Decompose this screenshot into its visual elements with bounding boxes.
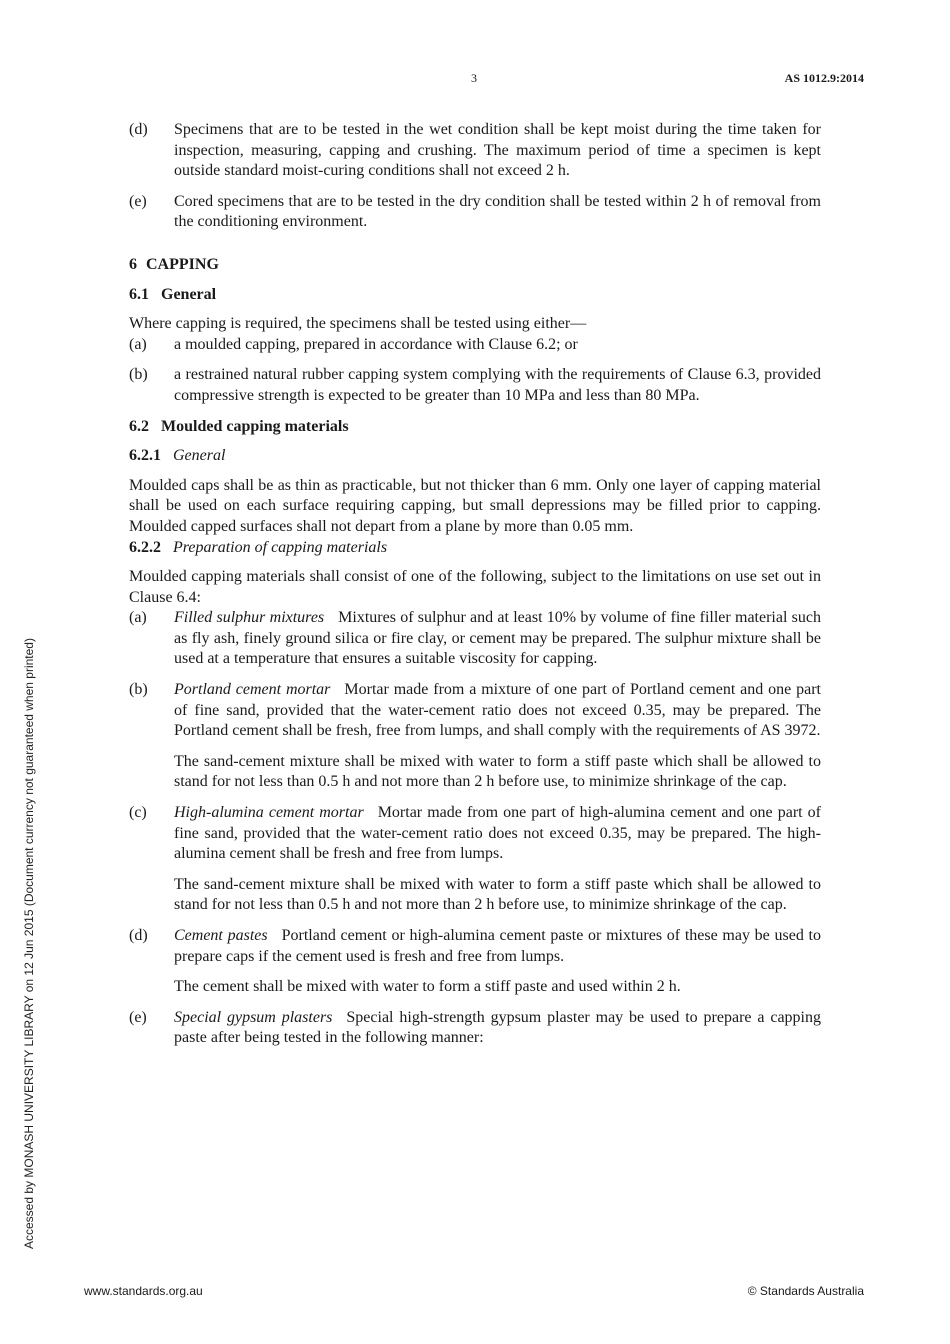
subsection-heading [129, 285, 821, 306]
item-description: Portland cement or high-alumina cement paste or mixtures of these may be used to prepare caps if the cement used is fresh and free from lumps. [174, 927, 821, 965]
item-description: Mortar made from one part of high-alumina cement and one part of fine sand, provided that the water-cement ratio does not exceed 0.35, may be prepared. The high-alumina cement shall be fresh and free from lumps. [174, 804, 822, 863]
item-term: Filled sulphur mixtures [174, 609, 325, 627]
item-extra-text: The sand-cement mixture shall be mixed with water to form a stiff paste which shall be allowed to stand for not less than 0.5 h and not more than 2 h before use, to minimize shrinkage of the cap. [174, 875, 821, 914]
item-text: Specimens that are to be tested in the wet condition shall be kept moist during the time taken for inspection, measuring, capping and crushing. The maximum period of time a specimen is kept outside standard moist-curing conditions shall not exceed 2 h. [174, 121, 821, 180]
item-text: Cored specimens that are to be tested in the dry condition shall be tested within 2 h of removal from the conditioning environment. [174, 192, 821, 231]
item-text [174, 1008, 821, 1049]
item-term: Special gypsum plasters [174, 1008, 333, 1026]
list-item [129, 680, 821, 793]
page-content [129, 120, 821, 1059]
subsection-number: 6.2 [129, 417, 149, 435]
subsection-title: Moulded capping materials [161, 417, 349, 435]
item-text [174, 803, 821, 865]
standard-code: AS 1012.9:2014 [784, 71, 864, 85]
item-text [174, 608, 821, 670]
item-label: (e) [129, 1008, 147, 1026]
item-description: Mixtures of sulphur and at least 10% by volume of fine filler material such as fly ash, finely ground silica or fire clay, or cement may be prepared. The sulphur mixture shall be used at a temperature that ensures a suitable viscosity for capping. [174, 609, 821, 668]
item-label: (a) [129, 609, 147, 627]
clause-heading [129, 538, 821, 559]
subsection-heading [129, 417, 821, 438]
list-item [129, 335, 821, 356]
item-term: High-alumina cement mortar [174, 804, 364, 822]
page-number: 3 [471, 71, 477, 85]
item-text: a moulded capping, prepared in accordance with Clause 6.2; or [174, 335, 578, 353]
item-term: Portland cement mortar [174, 681, 331, 699]
item-term: Cement pastes [174, 927, 268, 944]
list-item [129, 365, 821, 406]
clause-heading [129, 446, 821, 467]
list-item [129, 926, 821, 998]
list-item [129, 803, 821, 916]
subsection-title: General [161, 285, 217, 303]
item-extra-text: The sand-cement mixture shall be mixed with water to form a stiff paste which shall be allowed to stand for not less than 0.5 h and not more than 2 h before use, to minimize shrinkage of the cap. [174, 752, 821, 791]
list-item [129, 1008, 821, 1049]
item-description: Mortar made from a mixture of one part of Portland cement and one part of fine sand, provided that the water-cement ratio does not exceed 0.35, may be prepared. The Portland cement shall be fresh, free from lumps, and shall comply with the requirements of AS 3972. [174, 681, 821, 740]
item-label: (e) [129, 192, 147, 210]
item-label: (d) [129, 121, 148, 138]
access-watermark: Accessed by MONASH UNIVERSITY LIBRARY on 12 Jun 2015 (Document currency not guaranteed when printed) [22, 638, 36, 1249]
section-heading [129, 255, 821, 276]
paragraph: Moulded caps shall be as thin as practicable, but not thicker than 6 mm. Only one layer of capping material shall be used on each surface requiring capping, but small depressions may be filled prior to capping. Moulded capped surfaces shall not depart from a plane by more than 0.05 mm. [129, 476, 821, 535]
item-text [174, 926, 821, 967]
item-label: (b) [129, 681, 148, 699]
footer-url-link[interactable]: www.standards.org.au [84, 1284, 203, 1298]
list-item [129, 192, 821, 233]
item-text [174, 680, 821, 742]
clause-number: 6.2.1 [129, 447, 161, 465]
clause-title: General [173, 447, 226, 465]
subsection-number: 6.1 [129, 285, 149, 303]
item-extra-text: The cement shall be mixed with water to form a stiff paste and used within 2 h. [174, 978, 681, 996]
clause-number: 6.2.2 [129, 538, 161, 556]
clause-title: Preparation of capping materials [173, 538, 388, 556]
item-label: (a) [129, 335, 147, 353]
item-label: (b) [129, 366, 148, 384]
list-item [129, 608, 821, 670]
section-title: CAPPING [146, 255, 219, 273]
paragraph: Where capping is required, the specimens shall be tested using either— [129, 315, 587, 333]
item-label: (d) [129, 927, 148, 944]
item-label: (c) [129, 804, 147, 822]
paragraph: Moulded capping materials shall consist of one of the following, subject to the limitations on use set out in Clause 6.4: [129, 568, 821, 606]
section-number: 6 [129, 255, 137, 273]
footer-copyright: © Standards Australia [747, 1284, 864, 1298]
list-item [129, 120, 821, 182]
item-text: a restrained natural rubber capping system complying with the requirements of Clause 6.3, provided compressive strength is expected to be greater than 10 MPa and less than 80 MPa. [174, 366, 821, 404]
item-description: Special high-strength gypsum plaster may be used to prepare a capping paste after being tested in the following manner: [174, 1008, 821, 1047]
